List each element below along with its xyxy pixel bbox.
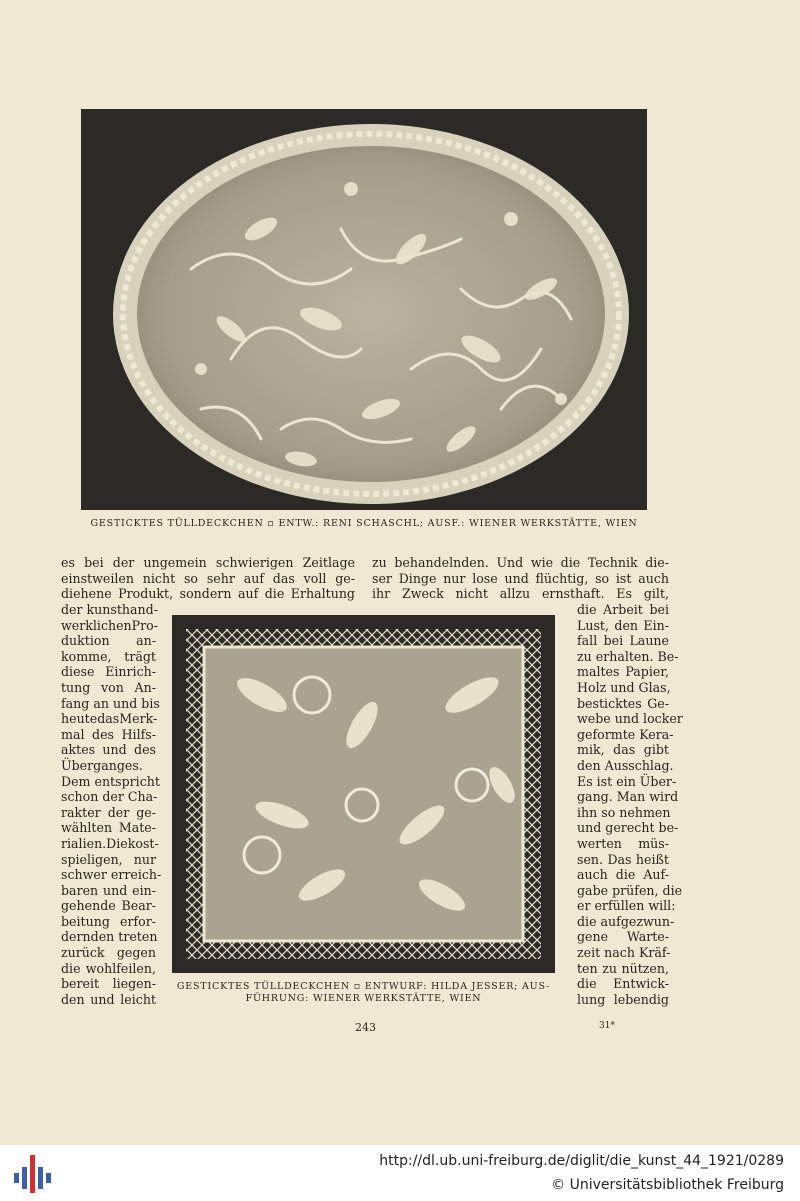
text-line: auch die Auf- [577,867,669,883]
text-column-left-top [61,555,355,602]
text-line: es bei der ungemein schwierigen Zeitlage [61,555,355,570]
text-line: Überganges. [61,757,143,773]
text-line: schwer erreich- [61,867,162,883]
text-line: bereit liegen- [61,976,156,992]
text-line: webe und locker [577,711,683,727]
page-number: 243 [355,1021,376,1034]
text-line: ihr Zweck nicht allzu ernsthaft. Es gilt, [372,586,669,602]
text-line: die aufgezwun- [577,913,675,929]
signature-mark: 31* [599,1021,615,1031]
caption-line: FÜHRUNG: WIENER WERKSTÄTTE, WIEN [245,993,482,1004]
text-line: rialien.Diekost- [61,835,159,851]
text-line: Lust, den Ein- [577,617,669,633]
text-line: diehene Produkt, sondern auf die Erhaltung [61,586,355,602]
library-logo-icon [12,1151,54,1195]
text-line: ten zu nützen, [577,960,669,976]
text-line: duktion an- [61,633,156,649]
text-line: einstweilen nicht so sehr auf das voll ge- [61,570,355,586]
text-line: lung lebendig [577,991,669,1007]
text-line: werten müs- [577,835,669,851]
text-line: gene Warte- [577,929,669,945]
text-line: den und leicht [61,991,156,1007]
text-line: der kunsthand- [61,602,158,617]
caption-line: GESTICKTES TÜLLDECKCHEN ▫ ENTWURF: HILDA JESSER; AUS- [176,981,551,992]
text-line: diese Einrich- [61,664,156,680]
text-line: Dem entspricht [61,773,160,789]
photo-square-tulle-doily [172,615,555,973]
text-line: die Arbeit bei [577,602,669,617]
text-line: gang. Man wird [577,789,679,805]
photo-oval-tulle-doily [81,109,647,510]
text-line: ihn so nehmen [577,804,671,820]
text-column-right-top [372,555,669,602]
text-line: baren und ein- [61,882,156,898]
text-line: fall bei Laune [577,633,669,649]
text-line: komme, trägt [61,648,156,664]
copyright-text: © Universitätsbibliothek Freiburg [551,1177,784,1193]
text-line: sen. Das heißt [577,851,669,867]
caption-bottom-photo [172,981,555,1005]
text-line: dernden treten [61,929,158,945]
text-line: Holz und Glas, [577,679,671,695]
text-line: wählten Mate- [61,820,156,836]
text-line: maltes Papier, [577,664,669,680]
text-line: zu erhalten. Be- [577,648,679,664]
text-column-left-narrow [61,602,162,1007]
viewer-footer [0,1145,800,1201]
text-line: werklichenPro- [61,617,158,633]
text-line: zurück gegen [61,945,156,961]
text-line: zeit nach Kräf- [577,945,671,961]
text-line: spieligen, nur [61,851,156,867]
text-line: besticktes Ge- [577,695,669,711]
text-line: mal des Hilfs- [61,726,156,742]
text-line: gabe prüfen, die [577,882,683,898]
caption-top-photo: GESTICKTES TÜLLDECKCHEN ▫ ENTW.: RENI SCHASCHL; AUSF.: WIENER WERKSTÄTTE, WIEN [90,518,638,529]
text-line: die wohlfeilen, [61,960,156,976]
text-column-right-narrow [577,602,683,1007]
text-line: und gerecht be- [577,820,679,836]
text-line: fang an und bis [61,695,160,711]
text-line: rakter der ge- [61,804,156,820]
text-line: aktes und des [61,742,156,758]
document-url-link[interactable]: http://dl.ub.uni-freiburg.de/diglit/die_kunst_44_1921/0289 [379,1153,784,1169]
text-line: gehende Bear- [61,898,156,914]
text-line: ser Dinge nur lose und flüchtig, so ist auch [372,570,669,586]
text-line: er erfüllen will: [577,898,676,914]
text-line: den Ausschlag. [577,757,674,773]
text-line: beitung erfor- [61,913,156,929]
text-line: mik, das gibt [577,742,669,758]
text-line: zu behandelnden. Und wie die Technik die- [372,555,669,570]
text-line: tung von An- [61,679,156,695]
text-line: heutedasMerk- [61,711,158,727]
text-line: schon der Cha- [61,789,158,805]
text-line: geformte Kera- [577,726,674,742]
text-line: Es ist ein Über- [577,773,677,789]
text-line: die Entwick- [577,976,669,992]
